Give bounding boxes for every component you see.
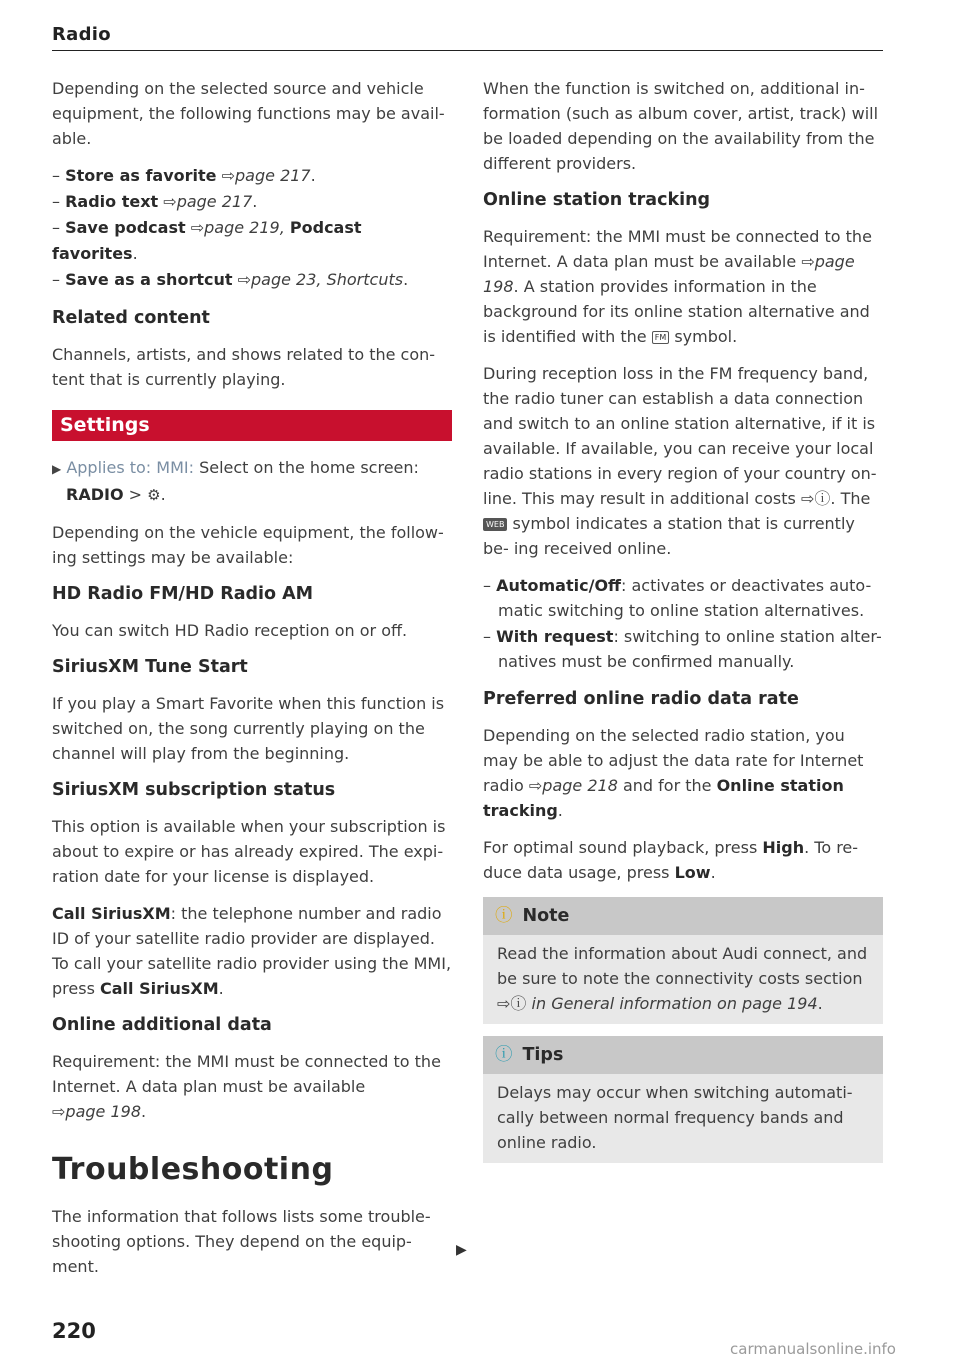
list-item: – With request: switching to online station alter- natives must be confirmed manually.	[483, 627, 882, 671]
function-list	[52, 163, 452, 293]
hd-radio-text: You can switch HD Radio reception on or off.	[52, 621, 408, 640]
tune-start-heading: SiriusXM Tune Start	[52, 657, 248, 677]
warning-circle-icon: ⓘ	[495, 906, 513, 926]
data-rate-text: Depending on the selected radio station, you may be able to adjust the data rate for Internet radio ⇨page 218 and for the Online station tracking.	[483, 726, 864, 820]
call-siriusxm-text: Call SiriusXM: the telephone number and radio ID of your satellite radio provider are displayed. To call your satellite radio provider using the MMI, press Call SiriusXM.	[52, 904, 452, 998]
data-rate-heading: Preferred online radio data rate	[483, 689, 799, 709]
header-divider	[52, 50, 883, 51]
right-column	[483, 76, 883, 1175]
function-item: – Store as favorite ⇨page 217.	[52, 166, 316, 185]
page-link[interactable]: page 219,	[204, 218, 285, 237]
reception-loss-text: During reception loss in the FM frequency band, the radio tuner can establish a data connection and switch to an online station alternative, if it is available. If available, you can receive your local radio stations in every region of your country on- line. This may result in additional costs ⇨ⓘ. The WEB symbol indicates a station that is currently be- ing received online.	[483, 364, 877, 558]
page-link[interactable]: page 198	[65, 1102, 141, 1121]
info-circle-icon: ⓘ	[495, 1045, 513, 1065]
tips-text: Delays may occur when switching automati- cally between normal frequency bands and online radio.	[497, 1083, 853, 1152]
troubleshooting-text: The information that follows lists some trouble- shooting options. They depend on the equip- ment.	[52, 1207, 431, 1276]
related-content-text: Channels, artists, and shows related to the con- tent that is currently playing.	[52, 345, 436, 389]
settings-intro: Depending on the vehicle equipment, the follow- ing settings may be available:	[52, 523, 444, 567]
station-tracking-requirement: Requirement: the MMI must be connected to the Internet. A data plan must be available ⇨page 198. A station provides information in the background for its online station alternative and is identified with the FM symbol.	[483, 227, 872, 346]
tune-start-text: If you play a Smart Favorite when this function is switched on, the song currently playing on the channel will play from the beginning.	[52, 694, 445, 763]
triangle-bullet-icon: ▶	[52, 462, 62, 476]
intro-text: Depending on the selected source and vehicle equipment, the following functions may be avail- able.	[52, 79, 445, 148]
list-item: – Automatic/Off: activates or deactivates auto- matic switching to online station alternatives.	[483, 576, 872, 620]
station-tracking-heading: Online station tracking	[483, 190, 711, 210]
function-on-text: When the function is switched on, additional in- formation (such as album cover, artist, track) will be loaded depending on the availability from the different providers.	[483, 79, 879, 173]
page-link[interactable]: in General information on page 194	[531, 994, 818, 1013]
subscription-heading: SiriusXM subscription status	[52, 780, 336, 800]
note-box: ⓘ Note Read the information about Audi connect, and be sure to note the connectivity costs section ⇨ⓘ in General information on page 194.	[483, 897, 883, 1024]
function-item: – Save podcast ⇨page 219, Podcast favorites.	[52, 218, 362, 263]
continue-arrow-icon: ▶	[456, 1242, 467, 1258]
function-item: – Save as a shortcut ⇨page 23, Shortcuts.	[52, 270, 409, 289]
web-badge-icon: WEB	[483, 518, 507, 531]
sound-playback-text: For optimal sound playback, press High. To re- duce data usage, press Low.	[483, 838, 859, 882]
hd-radio-heading: HD Radio FM/HD Radio AM	[52, 584, 314, 604]
note-text: Read the information about Audi connect, and be sure to note the connectivity costs section ⇨ⓘ in General information on page 194.	[497, 944, 868, 1013]
page-link[interactable]: page 218	[542, 776, 618, 795]
page-link[interactable]: page 23, Shortcuts	[251, 270, 404, 289]
related-content-heading: Related content	[52, 308, 210, 328]
fm-badge-icon: FM	[652, 331, 670, 344]
gear-icon: ⚙	[147, 486, 161, 504]
troubleshooting-heading: Troubleshooting	[52, 1152, 334, 1187]
function-item: – Radio text ⇨page 217.	[52, 192, 258, 211]
subscription-text: This option is available when your subscription is about to expire or has already expired. The expi- ration date for your license is displayed.	[52, 817, 446, 886]
tips-box: ⓘ Tips Delays may occur when switching automati- cally between normal frequency bands and online radio.	[483, 1036, 883, 1163]
page-link[interactable]: page 217	[235, 166, 311, 185]
page-title: Radio	[52, 24, 111, 45]
tracking-options	[483, 573, 883, 674]
settings-section-bar: Settings	[52, 410, 452, 441]
page-link[interactable]: page 198	[483, 252, 855, 296]
online-additional-text: Requirement: the MMI must be connected to the Internet. A data plan must be available ⇨page 198.	[52, 1052, 441, 1121]
page-number: 220	[52, 1319, 96, 1343]
watermark: carmanualsonline.info	[730, 1340, 896, 1358]
left-column	[52, 76, 452, 1291]
warning-icon: ⓘ	[814, 489, 831, 508]
applies-to: ▶ Applies to: MMI: Select on the home screen: RADIO > ⚙.	[52, 458, 419, 504]
page-link[interactable]: page 217	[176, 192, 253, 211]
warning-icon: ⓘ	[510, 994, 527, 1013]
online-additional-heading: Online additional data	[52, 1015, 272, 1035]
